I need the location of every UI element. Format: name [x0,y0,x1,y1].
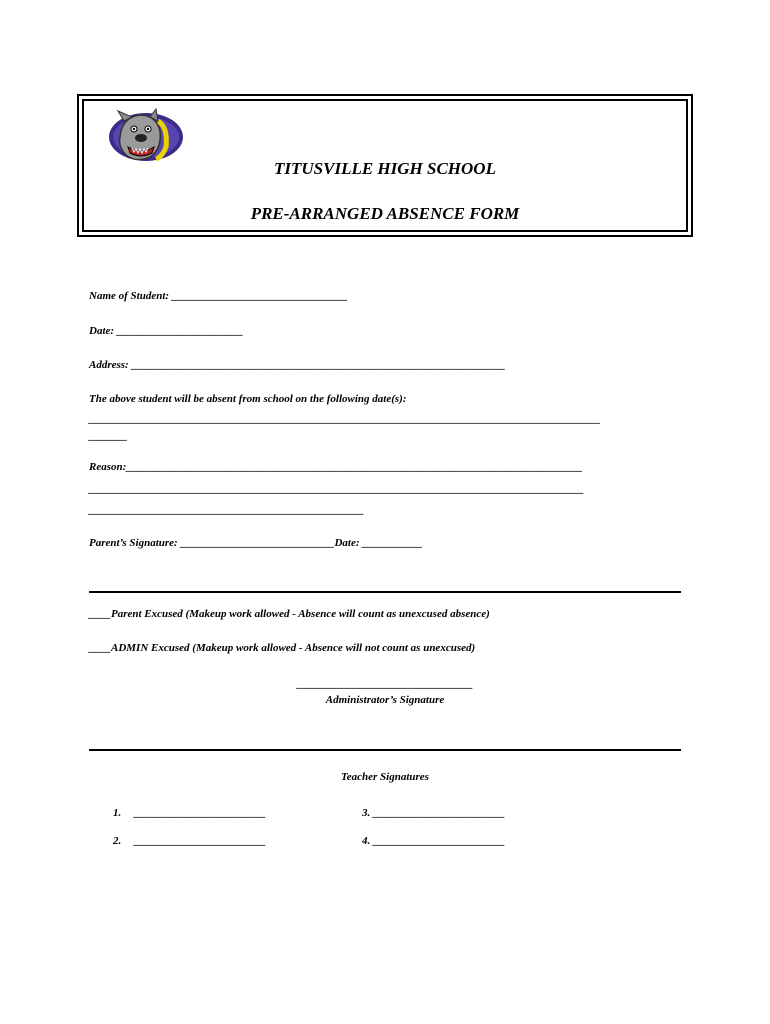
section-divider-top [89,591,681,593]
date-field[interactable]: Date: _______________________ [89,325,244,337]
teacher-signature-line-3[interactable]: 3. ________________________ [362,807,505,819]
admin-excused-option[interactable]: ____ADMIN Excused (Makeup work allowed - Absence will not count as unexcused) [89,642,476,654]
student-name-field[interactable]: Name of Student: ________________________________ [89,290,348,302]
teacher-signature-line-4[interactable]: 4. ________________________ [362,835,505,847]
teacher-number-2: 2. [113,835,122,847]
teacher-number-1: 1. [113,807,122,819]
parent-signature-field[interactable]: Parent’s Signature: ____________________________Date: ___________ [89,537,423,549]
dates-line-1[interactable]: _____________________________________________________________________________________________ [89,413,601,425]
teacher-signature-line-1[interactable]: ________________________ [134,807,266,819]
header-inner-border [82,99,688,232]
teacher-signature-line-2[interactable]: ________________________ [134,835,266,847]
parent-excused-option[interactable]: ____Parent Excused (Makeup work allowed - Absence will count as unexcused absence) [89,608,490,620]
address-field[interactable]: Address: ____________________________________________________________________ [89,359,506,371]
school-name: TITUSVILLE HIGH SCHOOL [274,159,496,178]
section-divider-bottom [89,749,681,751]
reason-line-3[interactable]: __________________________________________________ [89,504,364,516]
dates-line-2[interactable]: _______ [89,430,128,442]
teacher-signatures-heading: Teacher Signatures [341,771,429,783]
reason-line-2[interactable]: __________________________________________________________________________________________ [89,483,584,495]
reason-field[interactable]: Reason:___________________________________________________________________________________ [89,461,583,473]
header-box [77,94,693,237]
absent-statement: The above student will be absent from school on the following date(s): [89,393,407,405]
admin-signature-label: Administrator’s Signature [325,694,445,706]
admin-signature-line[interactable]: ________________________________ [297,678,473,690]
form-title: PRE-ARRANGED ABSENCE FORM [250,204,520,223]
